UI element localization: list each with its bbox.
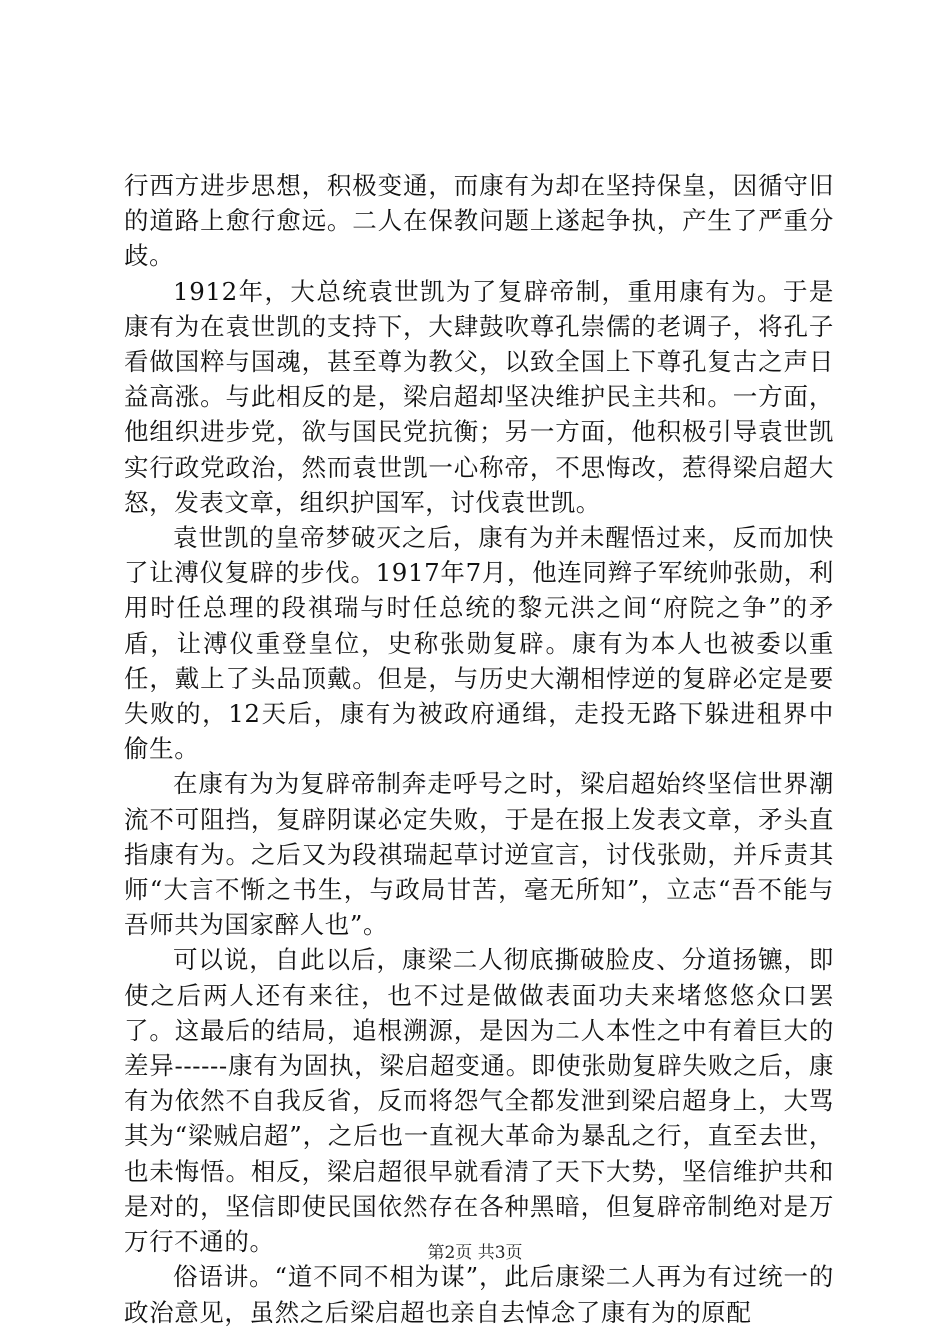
- paragraph-1912: 1912年，大总统袁世凯为了复辟帝制，重用康有为。于是康有为在袁世凯的支持下，大肆鼓吹尊孔崇儒的老调子，将孔子看做国粹与国魂，甚至尊为教父，以致全国上下尊孔复古之声日益高涨。与此相反的是，梁启超却坚决维护民主共和。一方面，他组织进步党，欲与国民党抗衡；另一方面，他积极引导袁世凯实行政党政治，然而袁世凯一心称帝，不思悔改，惹得梁启超大怒，发表文章，组织护国军，讨伐袁世凯。: [124, 276, 834, 517]
- document-body: [124, 168, 834, 1330]
- paragraph-zhang-xun-restoration: 袁世凯的皇帝梦破灭之后，康有为并未醒悟过来，反而加快了让溥仪复辟的步伐。1917年7月，他连同辫子军统帅张勋，利用时任总理的段祺瑞与时任总统的黎元洪之间“府院之争”的矛盾，让溥仪重登皇位，史称张勋复辟。康有为本人也被委以重任，戴上了头品顶戴。但是，与历史大潮相悖逆的复辟必定是要失败的，12天后，康有为被政府通缉，走投无路下躲进租界中偷生。: [124, 523, 834, 764]
- paragraph-proverb: 俗语讲。“道不同不相为谋”，此后康梁二人再为有过统一的政治意见，虽然之后梁启超也亲自去悼念了康有为的原配: [124, 1262, 834, 1327]
- paragraph-continuation: 行西方进步思想，积极变通，而康有为却在坚持保皇，因循守旧的道路上愈行愈远。二人在保教问题上遂起争执，产生了严重分歧。: [124, 171, 834, 271]
- paragraph-liang-opposition: 在康有为为复辟帝制奔走呼号之时，梁启超始终坚信世界潮流不可阻挡，复辟阴谋必定失败，于是在报上发表文章，矛头直指康有为。之后又为段祺瑞起草讨逆宣言，讨伐张勋，并斥责其师“大言不惭之书生，与政局甘苦，毫无所知”，立志“吾不能与吾师共为国家醉人也”。: [124, 769, 834, 940]
- paragraph-conclusion: 可以说，自此以后，康梁二人彻底撕破脸皮、分道扬镳，即使之后两人还有来往，也不过是做做表面功夫来堵悠悠众口罢了。这最后的结局，追根溯源，是因为二人本性之中有着巨大的差异------康有为固执，梁启超变通。即使张勋复辟失败之后，康有为依然不自我反省，反而将怨气全都发泄到梁启超身上，大骂其为“梁贼启超”，之后也一直视大革命为暴乱之行，直至去世，也未悔悟。相反，梁启超很早就看清了天下大势，坚信维护共和是对的，坚信即使民国依然存在各种黑暗，但复辟帝制绝对是万万行不通的。: [124, 945, 834, 1257]
- page-number-footer: 第2页 共3页: [427, 1243, 523, 1263]
